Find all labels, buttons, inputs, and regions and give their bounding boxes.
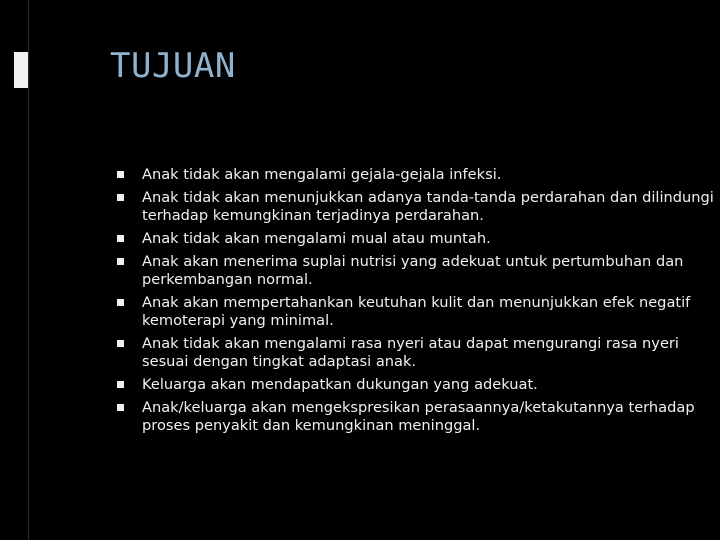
bullet-item (117, 335, 720, 371)
square-bullet-icon (117, 194, 124, 201)
bullet-item (117, 294, 720, 330)
square-bullet-icon (117, 381, 124, 388)
bullet-item (117, 166, 720, 184)
bullet-item (117, 376, 720, 394)
bullet-text: Anak tidak akan mengalami rasa nyeri atau dapat mengurangi rasa nyeri sesuai dengan tingkat adaptasi anak. (142, 335, 679, 371)
bullet-text: Anak/keluarga akan mengekspresikan perasaannya/ketakutannya terhadap proses penyakit dan kemungkinan meninggal. (142, 399, 695, 435)
bullet-text: Anak akan menerima suplai nutrisi yang adekuat untuk pertumbuhan dan perkembangan normal. (142, 252, 684, 289)
square-bullet-icon (117, 235, 124, 242)
slide (29, 0, 720, 540)
square-bullet-icon (117, 404, 124, 411)
bullet-item (117, 189, 720, 225)
bullet-text: Anak tidak akan mengalami mual atau muntah. (142, 229, 491, 247)
bullet-item (117, 399, 720, 435)
bullet-text: Anak akan mempertahankan keutuhan kulit dan menunjukkan efek negatif kemoterapi yang minimal. (142, 293, 691, 330)
bullet-text: Anak tidak akan menunjukkan adanya tanda-tanda perdarahan dan dilindungi terhadap kemungkinan terjadinya perdarahan. (142, 188, 714, 225)
bullet-text: Anak tidak akan mengalami gejala-gejala infeksi. (142, 166, 502, 183)
slide-title: TUJUAN (110, 46, 236, 86)
bullet-item (117, 230, 720, 248)
bullet-text: Keluarga akan mendapatkan dukungan yang adekuat. (142, 376, 538, 394)
bullet-list (117, 166, 720, 440)
square-bullet-icon (117, 340, 124, 347)
square-bullet-icon (117, 299, 124, 306)
square-bullet-icon (117, 171, 124, 178)
bullet-item (117, 253, 720, 289)
square-bullet-icon (117, 258, 124, 265)
title-accent-bar (14, 52, 28, 88)
